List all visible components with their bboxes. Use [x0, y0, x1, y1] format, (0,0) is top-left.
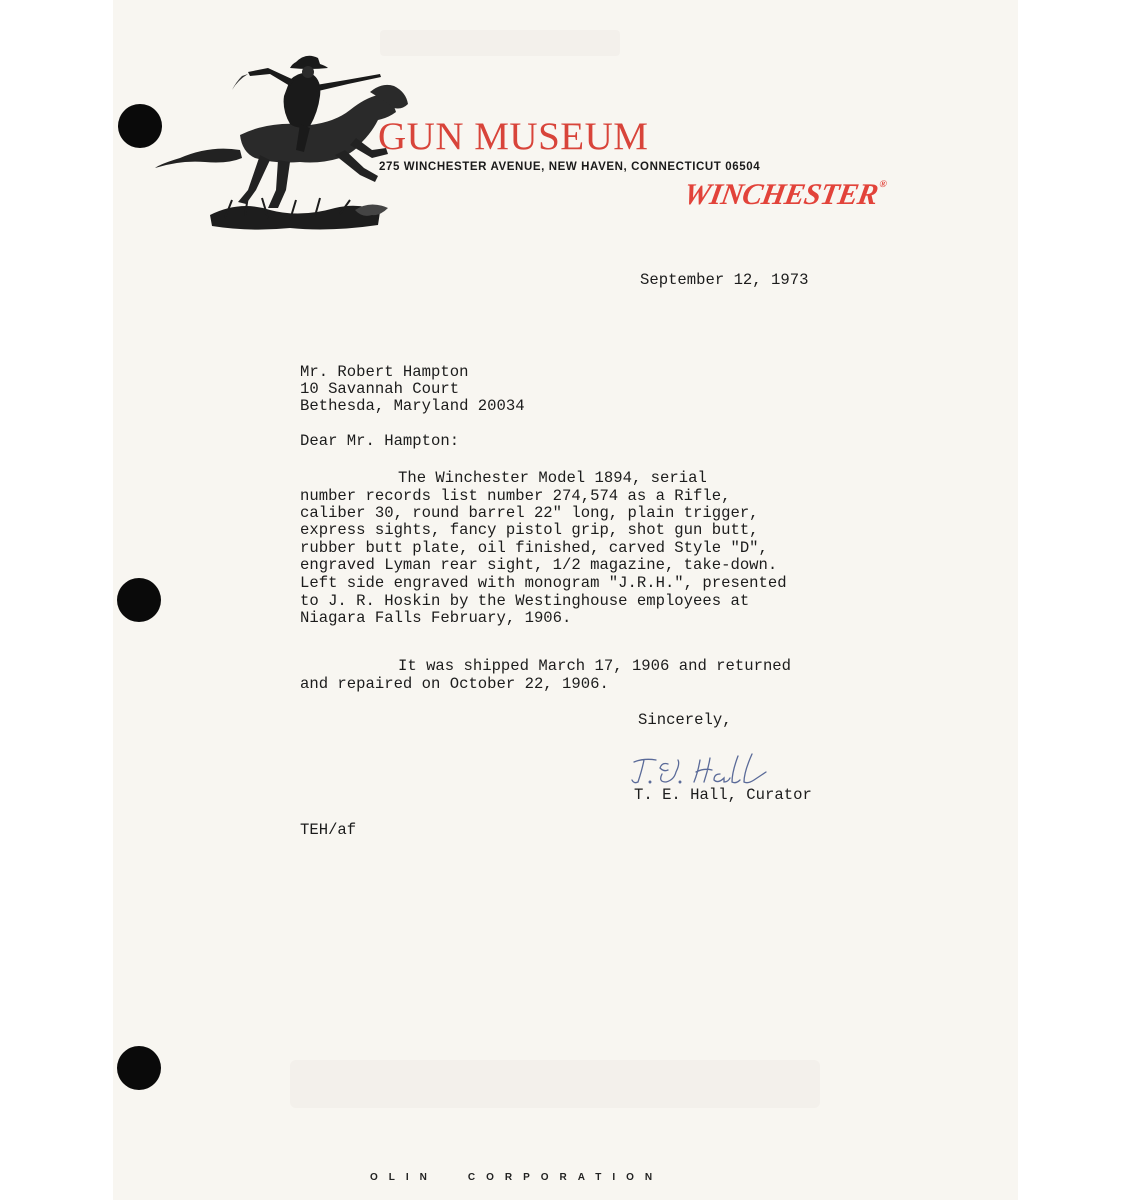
museum-name: GUN MUSEUM — [378, 115, 649, 158]
signer-name: T. E. Hall, Curator — [634, 786, 812, 804]
footer-corporation — [370, 1172, 663, 1183]
paragraph-1-line: to J. R. Hoskin by the Westinghouse employees at — [300, 592, 750, 610]
recipient-city: Bethesda, Maryland 20034 — [300, 397, 525, 415]
paragraph-1-line: number records list number 274,574 as a Rifle, — [300, 487, 731, 505]
winchester-brand — [681, 180, 887, 210]
registered-mark: ® — [878, 179, 888, 190]
punch-hole-bottom — [117, 1046, 161, 1090]
paragraph-1-line: Niagara Falls February, 1906. — [300, 609, 572, 627]
paragraph-1-line: The Winchester Model 1894, serial — [398, 469, 707, 487]
punch-hole-middle — [117, 578, 161, 622]
closing: Sincerely, — [638, 711, 732, 729]
paragraph-1-line: caliber 30, round barrel 22" long, plain trigger, — [300, 504, 759, 522]
footer-word-olin: OLIN — [370, 1172, 438, 1183]
paragraph-2-line: and repaired on October 22, 1906. — [300, 675, 609, 693]
recipient-name: Mr. Robert Hampton — [300, 363, 469, 381]
show-through-top — [380, 30, 620, 56]
letter-date: September 12, 1973 — [640, 271, 809, 289]
recipient-street: 10 Savannah Court — [300, 380, 460, 398]
typist-initials: TEH/af — [300, 821, 357, 839]
brand-text: WINCHESTER — [681, 178, 881, 211]
salutation: Dear Mr. Hampton: — [300, 432, 460, 450]
paragraph-1-line: rubber butt plate, oil finished, carved Style "D", — [300, 539, 768, 557]
museum-address: 275 WINCHESTER AVENUE, NEW HAVEN, CONNECTICUT 06504 — [379, 161, 761, 173]
paragraph-1-line: engraved Lyman rear sight, 1/2 magazine, take-down. — [300, 556, 778, 574]
paragraph-2-line: It was shipped March 17, 1906 and returned — [398, 657, 792, 675]
paragraph-1-line: Left side engraved with monogram "J.R.H.", presented — [300, 574, 787, 592]
horse-and-rider-logo-icon — [150, 40, 410, 235]
footer-word-corporation: CORPORATION — [467, 1172, 664, 1183]
paragraph-1-line: express sights, fancy pistol grip, shot gun butt, — [300, 521, 759, 539]
handwritten-signature — [628, 752, 778, 788]
show-through-bottom — [290, 1060, 820, 1108]
